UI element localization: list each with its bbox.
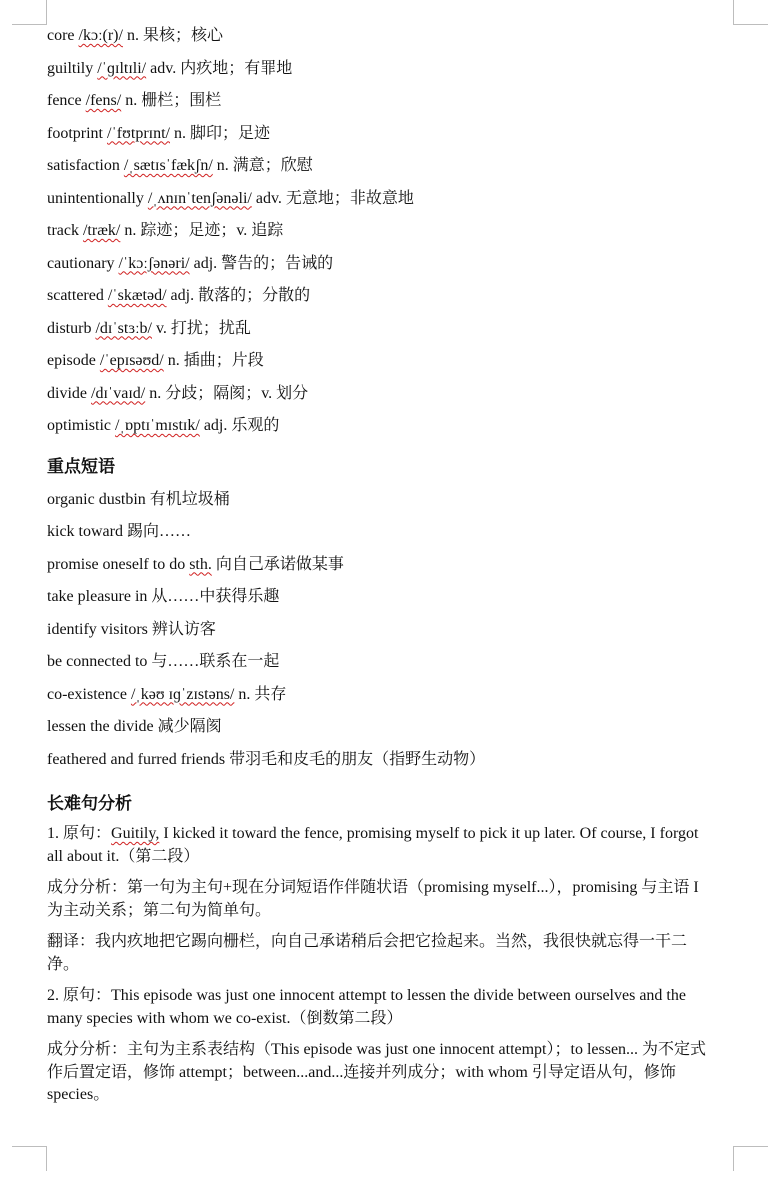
- vocab-entry: satisfaction /ˌsætɪsˈfækʃn/ n. 满意；欣慰: [47, 157, 313, 174]
- phrase-entry: take pleasure in 从……中获得乐趣: [47, 588, 280, 605]
- vocab-entry: disturb /dɪˈstɜːb/ v. 打扰；扰乱: [47, 319, 251, 337]
- vocab-entry: episode /ˈepɪsəʊd/ n. 插曲；片段: [47, 352, 264, 369]
- vocab-entry: fence /fens/ n. 栅栏；围栏: [47, 92, 222, 109]
- page-corner-mark: [12, 1146, 47, 1171]
- phonetic: /ˈkɔːʃənəri/: [118, 254, 190, 272]
- phonetic: /ˈskætəd/: [107, 287, 167, 304]
- vocabulary-list: [47, 25, 715, 448]
- vocab-entry: track /træk/ n. 踪迹；足迹；v. 追踪: [47, 222, 284, 239]
- phrase-entry: lessen the divide 减少隔阂: [47, 718, 222, 735]
- phonetic: /fens/: [85, 92, 122, 109]
- sentence-2-analysis: 成分分析：主句为主系表结构（This episode was just one innocent attempt）；to lessen... 为不定式作后置定语，修饰 attempt；between...and...连接并列成分；with whom 引导定语从句，修饰 species。: [47, 1041, 707, 1103]
- vocab-entry: optimistic /ˌɒptɪˈmɪstɪk/ adj. 乐观的: [47, 417, 280, 434]
- vocab-entry: scattered /ˈskætəd/ adj. 散落的；分散的: [47, 287, 311, 304]
- phonetic: /ˌkəʊ ɪɡˈzɪstəns/: [130, 685, 235, 703]
- sentence-1-translation: 翻译：我内疚地把它踢向栅栏，向自己承诺稍后会把它捡起来。当然，我很快就忘得一干二净。: [47, 933, 688, 973]
- phonetic: /dɪˈstɜːb/: [95, 319, 152, 337]
- phrase-entry: kick toward 踢向……: [47, 523, 191, 540]
- phrase-entry: co-existence /ˌkəʊ ɪɡˈzɪstəns/ n. 共存: [47, 685, 287, 703]
- section-heading-sentences: 长难句分析: [47, 794, 132, 814]
- vocab-entry: footprint /ˈfʊtprɪnt/ n. 脚印；足迹: [47, 124, 271, 142]
- phrase-entry: feathered and furred friends 带羽毛和皮毛的朋友（指野生动物）: [47, 750, 486, 768]
- phonetic: /ˌɒptɪˈmɪstɪk/: [115, 417, 200, 434]
- vocab-entry: cautionary /ˈkɔːʃənəri/ adj. 警告的；告诫的: [47, 254, 334, 272]
- phonetic: /kɔː(r)/: [78, 27, 123, 44]
- sentence-1-original: 1. 原句：Guitily, I kicked it toward the fence, promising myself to pick it up later. Of course, I forgot all about it.（第二段）: [47, 825, 699, 865]
- section-heading-phrases: 重点短语: [47, 456, 115, 477]
- sentence-2-original: 2. 原句：This episode was just one innocent attempt to lessen the divide between ourselves and the many species with whom we co-exist.（倒数第二段）: [47, 987, 686, 1027]
- page-corner-mark: [12, 0, 47, 25]
- spellcheck-word: Guitily,: [111, 825, 160, 842]
- page-corner-mark: [733, 1146, 768, 1171]
- phonetic: /træk/: [82, 222, 121, 239]
- phrase-list: [47, 489, 715, 782]
- phonetic: /ˌʌnɪnˈtenʃənəli/: [147, 189, 252, 207]
- vocab-entry: guiltily /ˈɡɪltɪli/ adv. 内疚地；有罪地: [47, 59, 293, 77]
- phonetic: /ˈepɪsəʊd/: [99, 352, 164, 369]
- phonetic: /ˌsætɪsˈfækʃn/: [123, 157, 213, 174]
- phonetic: /ˈfʊtprɪnt/: [107, 124, 170, 142]
- document-body: [47, 25, 715, 1117]
- phrase-entry: promise oneself to do sth. 向自己承诺做某事: [47, 555, 344, 573]
- phrase-entry: organic dustbin 有机垃圾桶: [47, 490, 230, 508]
- phrase-entry: be connected to 与……联系在一起: [47, 653, 280, 670]
- vocab-entry: unintentionally /ˌʌnɪnˈtenʃənəli/ adv. 无意地；非故意地: [47, 189, 414, 207]
- phonetic: /ˈɡɪltɪli/: [97, 59, 147, 77]
- vocab-entry: core /kɔː(r)/ n. 果核；核心: [47, 27, 223, 44]
- phonetic: /dɪˈvaɪd/: [91, 384, 146, 402]
- phrase-entry: identify visitors 辨认访客: [47, 620, 216, 638]
- vocab-entry: divide /dɪˈvaɪd/ n. 分歧；隔阂；v. 划分: [47, 384, 309, 402]
- spellcheck-word: sth.: [189, 555, 212, 573]
- page-corner-mark: [733, 0, 768, 25]
- sentence-1-analysis: 成分分析：第一句为主句+现在分词短语作伴随状语（promising myself...），promising 与主语 I 为主动关系；第二句为简单句。: [47, 879, 699, 919]
- sentence-analysis: [47, 823, 715, 1107]
